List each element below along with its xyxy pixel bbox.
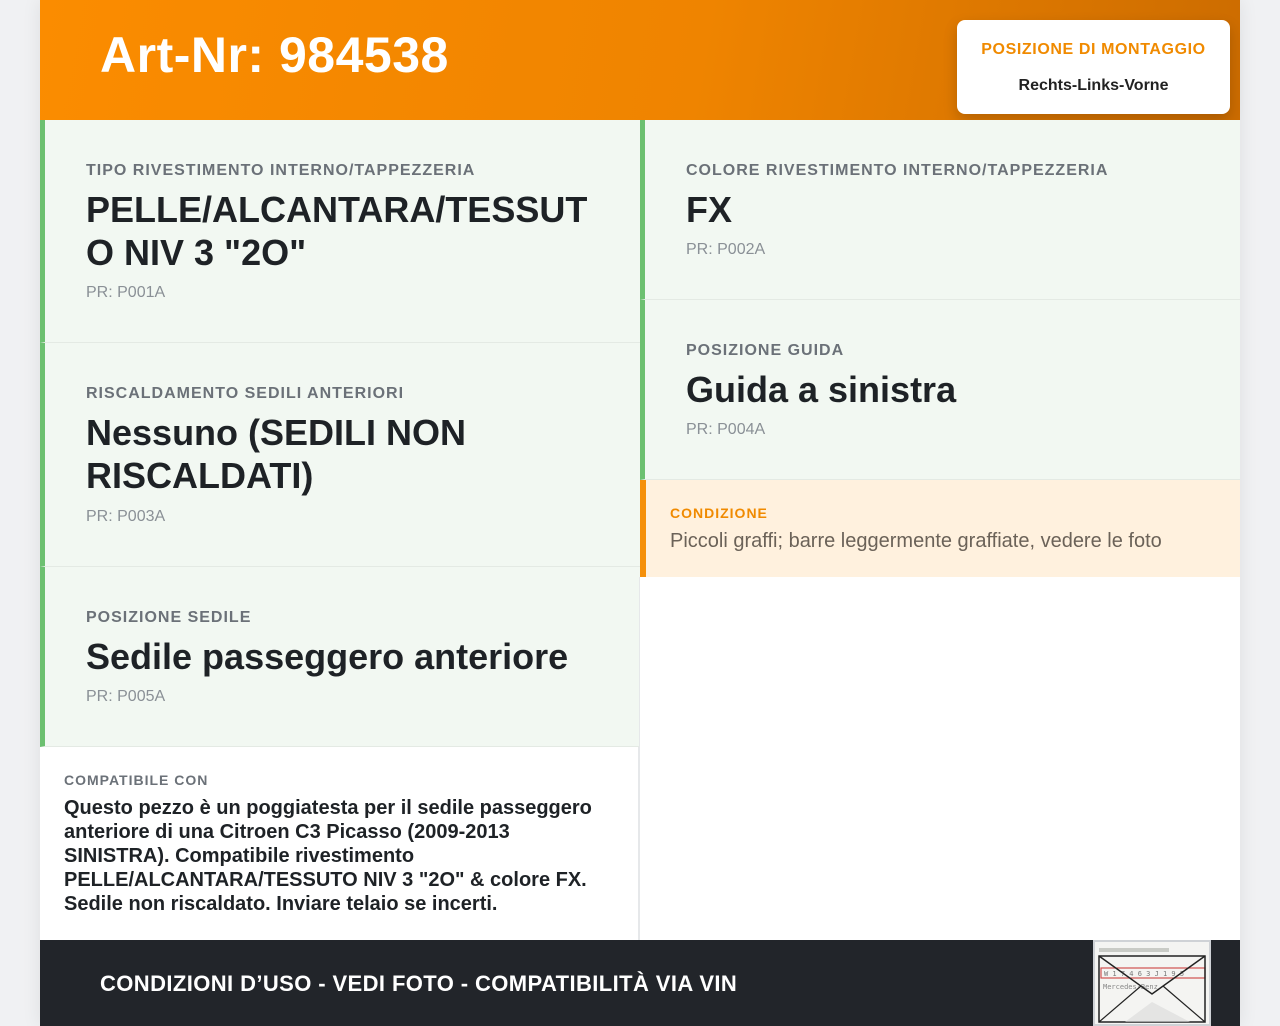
- spec-value: PELLE/ALCANTARA/TESSUTO NIV 3 "2O": [86, 189, 588, 273]
- spec-driving-position: [640, 300, 1240, 480]
- footer: [40, 940, 1240, 1026]
- spec-value: Nessuno (SEDILI NON RISCALDATI): [86, 412, 467, 496]
- mount-position-value: Rechts-Links-Vorne: [1018, 77, 1169, 94]
- footer-text: CONDIZIONI D’USO - VEDI FOTO - COMPATIBILITÀ VIA VIN: [100, 971, 738, 996]
- spec-code: PR: P002A: [686, 241, 766, 258]
- condition-value: Piccoli graffi; barre leggermente graffiate, vedere le foto: [670, 530, 1162, 552]
- spec-label: POSIZIONE GUIDA: [686, 342, 845, 359]
- spec-value: FX: [686, 189, 733, 230]
- header: [40, 0, 1240, 120]
- spec-upholstery-color: [640, 120, 1240, 300]
- thumbnail-vin: W 1 7 4 6 3 J 1 9 5: [1104, 970, 1185, 978]
- compatibility-section: [40, 747, 639, 940]
- spec-code: PR: P003A: [86, 508, 166, 525]
- spec-label: RISCALDAMENTO SEDILI ANTERIORI: [86, 385, 405, 402]
- spec-value: Sedile passeggero anteriore: [86, 636, 569, 677]
- label-photo-thumbnail[interactable]: [1093, 940, 1211, 1026]
- spec-label: POSIZIONE SEDILE: [86, 609, 252, 626]
- spec-value: Guida a sinistra: [686, 369, 957, 410]
- spec-upholstery-type: [40, 120, 640, 343]
- compatibility-text: Questo pezzo è un poggiatesta per il sedile passeggero anteriore di una Citroen C3 Picasso (2009-2013 SINISTRA). Compatibile rivestimento PELLE/ALCANTARA/TESSUTO NIV 3 "2O" & colore FX. Sedile non riscaldato. Inviare telaio se incerti.: [64, 797, 592, 915]
- envelope-icon: [1095, 942, 1209, 1024]
- condition-label: CONDIZIONE: [670, 505, 768, 521]
- spec-code: PR: P005A: [86, 688, 166, 705]
- spec-seat-position: [40, 567, 640, 747]
- spec-seat-heating: [40, 343, 640, 567]
- mount-position-label: POSIZIONE DI MONTAGGIO: [981, 41, 1206, 58]
- spec-code: PR: P001A: [86, 284, 166, 301]
- mount-position-card: [957, 20, 1230, 114]
- compatibility-label: COMPATIBILE CON: [64, 772, 209, 788]
- column-divider: [639, 577, 640, 940]
- spec-label: COLORE RIVESTIMENTO INTERNO/TAPPEZZERIA: [686, 162, 1109, 179]
- condition-box: [640, 480, 1240, 577]
- page: [40, 0, 1240, 1026]
- spec-code: PR: P004A: [686, 421, 766, 438]
- thumbnail-brand: Mercedes-Benz: [1103, 983, 1158, 991]
- spec-label: TIPO RIVESTIMENTO INTERNO/TAPPEZZERIA: [86, 162, 476, 179]
- article-number-title: Art-Nr: 984538: [100, 27, 449, 83]
